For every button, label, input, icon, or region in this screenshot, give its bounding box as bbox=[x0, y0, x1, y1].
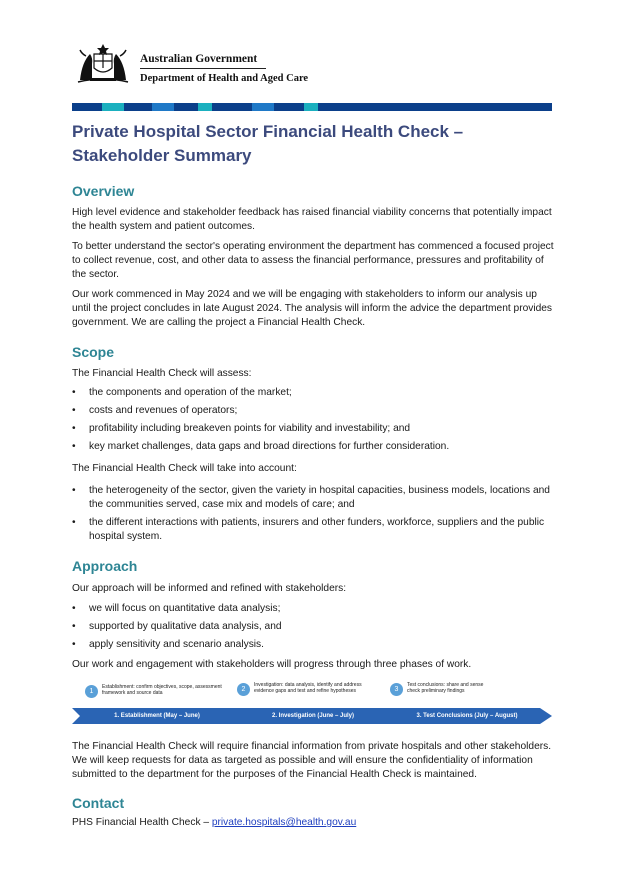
color-bar-segment bbox=[174, 103, 198, 111]
color-bar-segment bbox=[124, 103, 152, 111]
phase-arrow bbox=[72, 708, 242, 724]
phase-arrow bbox=[382, 708, 552, 724]
approach-closing: The Financial Health Check will require financial information from private hospitals and other stakeholders. We will keep requests for data as targeted as possible and will ensure the confidentiality of information submitted to the department for the purposes of the Financial Health Check is maintained. bbox=[72, 741, 552, 780]
contact-email-link[interactable]: private.hospitals@health.gov.au bbox=[211, 817, 357, 828]
approach-intro: Our approach will be informed and refined with stakeholders: bbox=[72, 583, 347, 594]
contact-line bbox=[72, 816, 356, 830]
color-bar-segment bbox=[102, 103, 124, 111]
contact-label: PHS Financial Health Check – bbox=[72, 817, 212, 828]
phase-note: Establishment: confirm objectives, scope, assessment framework and source data bbox=[102, 684, 222, 696]
approach-list bbox=[72, 602, 554, 656]
department-name: Department of Health and Aged Care bbox=[140, 73, 309, 84]
list-item: • apply sensitivity and scenario analysis. bbox=[72, 639, 264, 650]
color-bar-segment bbox=[152, 103, 174, 111]
scope-account-list bbox=[72, 484, 554, 548]
color-bar-segment bbox=[274, 103, 304, 111]
phase-number-badge: 2 bbox=[237, 683, 250, 696]
list-item: • we will focus on quantitative data analysis; bbox=[72, 603, 281, 614]
phase-note: Test conclusions: share and sense check preliminary findings bbox=[407, 682, 484, 694]
overview-heading: Overview bbox=[72, 183, 135, 199]
phase-number-badge: 1 bbox=[85, 685, 98, 698]
page-title: Private Hospital Sector Financial Health Check – Stakeholder Summary bbox=[72, 122, 464, 165]
list-item: • the components and operation of the market; bbox=[72, 387, 292, 398]
phase-number-badge: 3 bbox=[390, 683, 403, 696]
color-bar-segment bbox=[212, 103, 252, 111]
overview-paragraph: Our work commenced in May 2024 and we will be engaging with stakeholders to inform our analysis up until the project concludes in late August 2024. The analysis will inform the advice the department provides government. We are calling the project a Financial Health Check. bbox=[72, 289, 553, 328]
phase-label: 1. Establishment (May – June) bbox=[114, 713, 200, 719]
header-divider bbox=[140, 68, 266, 69]
government-name: Australian Government bbox=[140, 53, 258, 65]
list-item: • key market challenges, data gaps and broad directions for further consideration. bbox=[72, 441, 450, 452]
phases-diagram bbox=[72, 680, 552, 728]
scope-intro: The Financial Health Check will take into account: bbox=[72, 463, 297, 474]
color-bar-segment bbox=[304, 103, 318, 111]
color-bar-segment bbox=[198, 103, 212, 111]
phase-label: 2. Investigation (June – July) bbox=[271, 713, 355, 719]
phases-intro: Our work and engagement with stakeholders will progress through three phases of work. bbox=[72, 659, 472, 670]
phase-arrow bbox=[228, 708, 398, 724]
coat-of-arms-icon bbox=[72, 40, 134, 86]
color-bar-segment bbox=[318, 103, 552, 111]
phase-label: 3. Test Conclusions (July – August) bbox=[416, 713, 518, 719]
header-color-bar bbox=[72, 103, 552, 111]
color-bar-segment bbox=[252, 103, 274, 111]
scope-intro: The Financial Health Check will assess: bbox=[72, 368, 252, 379]
phase-note: Investigation: data analysis, identify and address evidence gaps and test and refine hypotheses bbox=[254, 682, 362, 694]
scope-assess-list bbox=[72, 386, 554, 458]
overview-paragraph: To better understand the sector's operating environment the department has commenced a focused project to collect revenue, cost, and other data to assess the financial performance, pressures and profitability of the sector. bbox=[72, 241, 554, 280]
scope-heading: Scope bbox=[72, 344, 115, 360]
contact-heading: Contact bbox=[72, 795, 125, 811]
list-item: • profitability including breakeven points for viability and investability; and bbox=[72, 423, 411, 434]
overview-paragraph: High level evidence and stakeholder feedback has raised financial viability concerns that potentially impact the health system and patient outcomes. bbox=[72, 207, 552, 232]
list-item: • the heterogeneity of the sector, given the variety in hospital capacities, business models, locations and the communities served, case mix and models of care; and bbox=[72, 485, 550, 510]
list-item: • supported by qualitative data analysis, and bbox=[72, 621, 282, 632]
list-item: • costs and revenues of operators; bbox=[72, 405, 238, 416]
list-item: • the different interactions with patients, insurers and other funders, workforce, suppliers and the public hospital system. bbox=[72, 517, 545, 542]
color-bar-segment bbox=[72, 103, 102, 111]
approach-heading: Approach bbox=[72, 558, 138, 574]
